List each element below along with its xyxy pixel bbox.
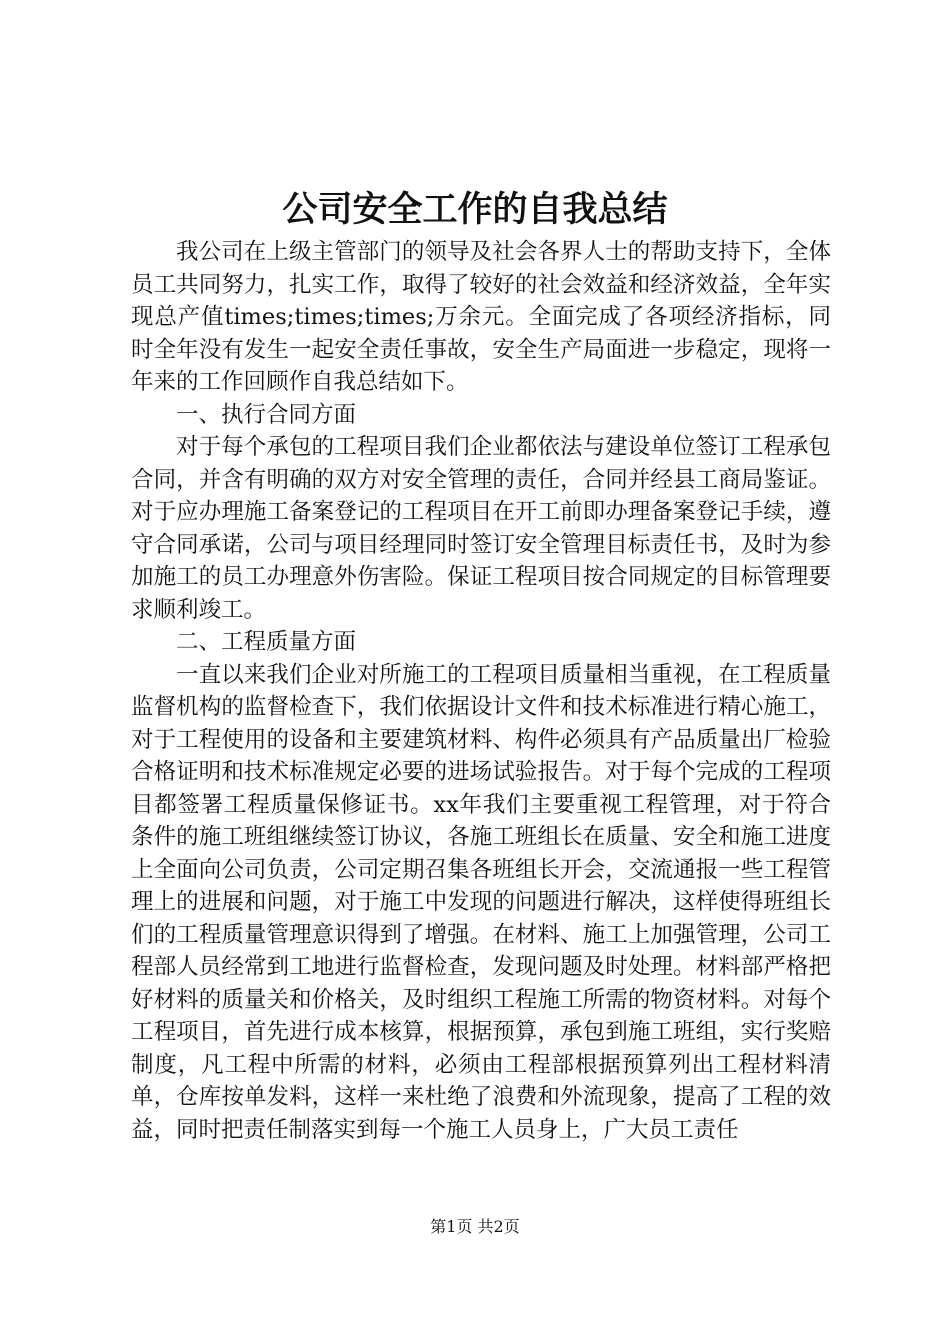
document-title: 公司安全工作的自我总结 [282,189,668,230]
section-heading-contract: 一、执行合同方面 [176,401,357,428]
page-number-footer: 第1页 共2页 [430,1217,520,1236]
paragraph-intro: 我公司在上级主管部门的领导及社会各界人士的帮助支持下，全体员工共同努力，扎实工作，取得了较好的社会效益和经济效益，全年实现总产值times;times;times;万余元。全面完成了各项经济指标，同时全年没有发生一起安全责任事故，安全生产局面进一步稳定，现将一年来的工作回顾作自我总结如下。 [131,239,831,395]
paragraph-quality: 一直以来我们企业对所施工的工程项目质量相当重视，在工程质量监督机构的监督检查下，我们依据设计文件和技术标准进行精心施工，对于工程使用的设备和主要建筑材料、构件必须具有产品质量出厂检验合格证明和技术标准规定必要的进场试验报告。对于每个完成的工程项目都签署工程质量保修证书。xx年我们主要重视工程管理，对于符合条件的施工班组继续签订协议，各施工班组长在质量、安全和施工进度上全面向公司负责，公司定期召集各班组长开会，交流通报一些工程管理上的进展和问题，对于施工中发现的问题进行解决，这样使得班组长们的工程质量管理意识得到了增强。在材料、施工上加强管理，公司工程部人员经常到工地进行监督检查，发现问题及时处理。材料部严格把好材料的质量关和价格关，及时组织工程施工所需的物资材料。对每个工程项目，首先进行成本核算，根据预算，承包到施工班组，实行奖赔制度，凡工程中所需的材料，必须由工程部根据预算列出工程材料清单，仓库按单发料，这样一来杜绝了浪费和外流现象，提高了工程的效益，同时把责任制落实到每一个施工人员身上，广大员工责任 [131,661,831,1143]
section-heading-quality: 二、工程质量方面 [176,629,357,655]
paragraph-contract: 对于每个承包的工程项目我们企业都依法与建设单位签订工程承包合同，并含有明确的双方对安全管理的责任，合同并经县工商局鉴证。对于应办理施工备案登记的工程项目在开工前即办理备案登记手续，遵守合同承诺，公司与项目经理同时签订安全管理目标责任书，及时为参加施工的员工办理意外伤害险。保证工程项目按合同规定的目标管理要求顺利竣工。 [131,434,831,623]
document-body [131,236,831,1146]
